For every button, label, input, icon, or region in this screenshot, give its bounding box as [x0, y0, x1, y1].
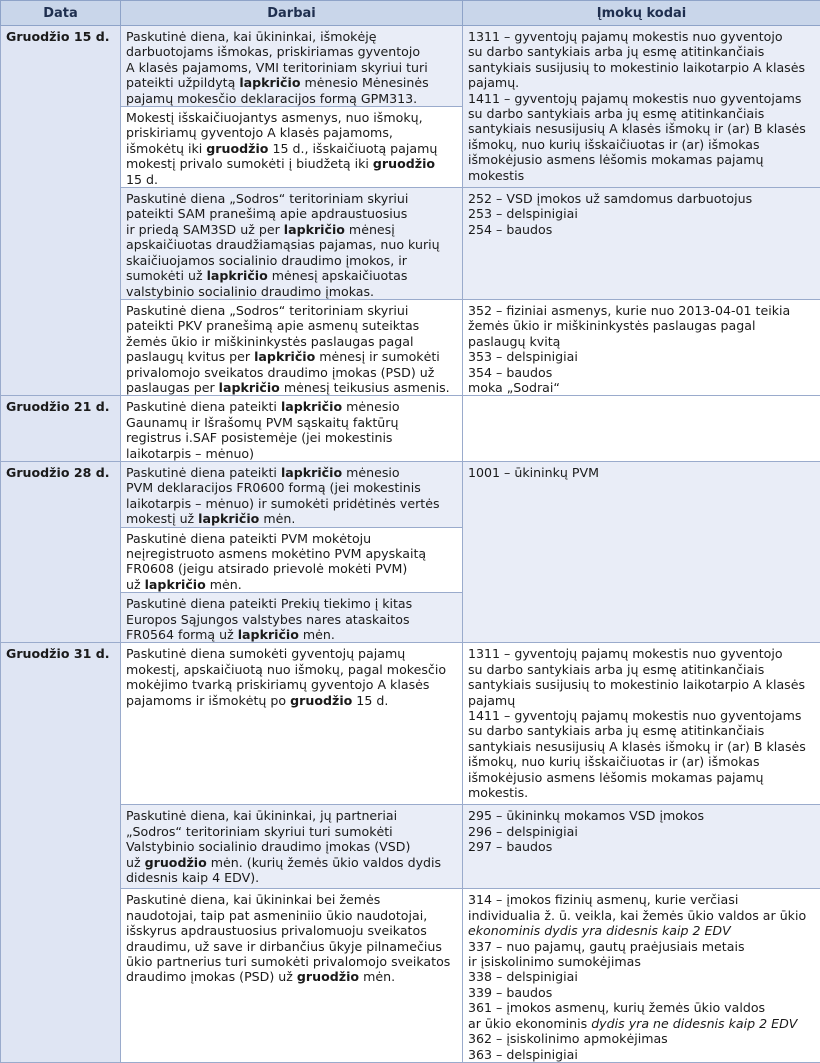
task-cell: [121, 593, 463, 643]
table-row: [1, 188, 820, 300]
code-line: 337 – nuo pajamų, gautų praėjusiais metais: [468, 939, 815, 954]
code-line: 352 – fiziniai asmenys, kurie nuo 2013-04-01 teikia: [468, 303, 815, 318]
task-line: Paskutinė diena „Sodros“ teritoriniam skyriui: [126, 191, 457, 206]
codes-cell: [463, 643, 820, 805]
task-line: A klasės pajamoms, VMI teritoriniam skyriui turi: [126, 60, 457, 75]
code-line: paslaugų kvitą: [468, 334, 815, 349]
code-line: išmokų, nuo kurių išskaičiuotas ir (ar) išmokas: [468, 754, 815, 769]
task-line: už gruodžio mėn. (kurių žemės ūkio valdos dydis: [126, 855, 457, 870]
codes-cell: [463, 188, 820, 300]
code-line: 252 – VSD įmokos už samdomus darbuotojus: [468, 191, 815, 206]
header-row: [1, 1, 820, 26]
task-line: išskyrus apdraustuosius privalomuoju sveikatos: [126, 923, 457, 938]
date-cell: Gruodžio 28 d.: [1, 461, 121, 642]
code-line: 253 – delspinigiai: [468, 206, 815, 221]
task-cell: [121, 889, 463, 1062]
code-line: 363 – delspinigiai: [468, 1047, 815, 1062]
task-line: registrus i.SAF posistemėje (jei mokestinis: [126, 430, 457, 445]
code-line: 1411 – gyventojų pajamų mokestis nuo gyventojams: [468, 708, 815, 723]
task-line: Valstybinio socialinio draudimo įmokas (VSD): [126, 839, 457, 854]
code-line: 1001 – ūkininkų PVM: [468, 465, 815, 480]
code-line: 314 – įmokos fizinių asmenų, kurie verčiasi: [468, 892, 815, 907]
code-line: santykiais nesusijusių A klasės išmokų ir (ar) B klasės: [468, 121, 815, 136]
code-line: 339 – baudos: [468, 985, 815, 1000]
header-codes: Įmokų kodai: [463, 1, 820, 26]
code-line: moka „Sodrai“: [468, 380, 815, 395]
task-cell: [121, 107, 463, 188]
task-line: Paskutinė diena „Sodros“ teritoriniam skyriui: [126, 303, 457, 318]
task-line: „Sodros“ teritoriniam skyriui turi sumokėti: [126, 824, 457, 839]
code-line: išmokėjusio asmens lėšomis mokamas pajamų: [468, 770, 815, 785]
table-row: [1, 26, 820, 107]
table-row: [1, 805, 820, 889]
task-cell: [121, 527, 463, 593]
task-cell: [121, 396, 463, 462]
task-line: didesnis kaip 4 EDV).: [126, 870, 457, 885]
task-line: ir priedą SAM3SD už per lapkričio mėnesį: [126, 222, 457, 237]
task-line: sumokėti už lapkričio mėnesį apskaičiuotas: [126, 268, 457, 283]
code-line: santykiais nesusijusių A klasės išmokų ir (ar) B klasės: [468, 739, 815, 754]
table-row: [1, 396, 820, 462]
task-line: paslaugas per lapkričio mėnesį teikusius asmenis.: [126, 380, 457, 395]
task-line: valstybinio socialinio draudimo įmokas.: [126, 284, 457, 299]
code-line: 1411 – gyventojų pajamų mokestis nuo gyventojams: [468, 91, 815, 106]
codes-cell: [463, 805, 820, 889]
code-line: pajamų.: [468, 75, 815, 90]
code-line: mokestis: [468, 168, 815, 183]
task-line: skaičiuojamos socialinio draudimo įmokos, ir: [126, 253, 457, 268]
code-line: 1311 – gyventojų pajamų mokestis nuo gyventojo: [468, 646, 815, 661]
task-line: pajamoms ir išmokėtų po gruodžio 15 d.: [126, 693, 457, 708]
task-line: išmokėtų iki gruodžio 15 d., išskaičiuotą pajamų: [126, 141, 457, 156]
code-line: 353 – delspinigiai: [468, 349, 815, 364]
task-line: apskaičiuotas draudžiamąsias pajamas, nuo kurių: [126, 237, 457, 252]
code-line: 296 – delspinigiai: [468, 824, 815, 839]
code-line: su darbo santykiais arba jų esmę atitinkančiais: [468, 662, 815, 677]
task-cell: [121, 299, 463, 395]
table-row: [1, 889, 820, 1062]
task-line: pateikti PKV pranešimą apie asmenų suteiktas: [126, 318, 457, 333]
code-line: ekonominis dydis yra didesnis kaip 2 EDV: [468, 923, 815, 938]
task-line: už lapkričio mėn.: [126, 577, 457, 592]
table-row: [1, 461, 820, 527]
task-line: Gaunamų ir Išrašomų PVM sąskaitų faktūrų: [126, 415, 457, 430]
task-line: darbuotojams išmokas, priskiriamas gyventojo: [126, 44, 457, 59]
code-line: individualia ž. ū. veikla, kai žemės ūkio valdos ar ūkio: [468, 908, 815, 923]
code-line: pajamų: [468, 693, 815, 708]
code-line: santykiais susijusių to mokestinio laikotarpio A klasės: [468, 677, 815, 692]
task-line: draudimu, už save ir dirbančius ūkyje pilnamečius: [126, 939, 457, 954]
task-line: mokėjimo tvarką priskiriamų gyventojo A klasės: [126, 677, 457, 692]
task-line: pateikti SAM pranešimą apie apdraustuosius: [126, 206, 457, 221]
header-date: Data: [1, 1, 121, 26]
code-line: mokestis.: [468, 785, 815, 800]
task-cell: [121, 805, 463, 889]
task-line: žemės ūkio ir miškininkystės paslaugas pagal: [126, 334, 457, 349]
header-tasks: Darbai: [121, 1, 463, 26]
task-line: Paskutinė diena, kai ūkininkai, išmokėję: [126, 29, 457, 44]
task-cell: [121, 643, 463, 805]
code-line: 254 – baudos: [468, 222, 815, 237]
task-line: neįregistruoto asmens mokėtino PVM apyskaitą: [126, 546, 457, 561]
task-cell: [121, 26, 463, 107]
code-line: 1311 – gyventojų pajamų mokestis nuo gyventojo: [468, 29, 815, 44]
task-line: mokestį už lapkričio mėn.: [126, 511, 457, 526]
task-line: mokestį, apskaičiuotą nuo išmokų, pagal mokesčio: [126, 662, 457, 677]
task-line: mokestį privalo sumokėti į biudžetą iki gruodžio: [126, 156, 457, 171]
codes-cell: [463, 299, 820, 395]
task-line: priskiriamų gyventojo A klasės pajamoms,: [126, 125, 457, 140]
task-line: Paskutinė diena, kai ūkininkai bei žemės: [126, 892, 457, 907]
code-line: išmokų, nuo kurių išskaičiuotas ir (ar) išmokas: [468, 137, 815, 152]
codes-cell: [463, 26, 820, 188]
code-line: su darbo santykiais arba jų esmę atitinkančiais: [468, 44, 815, 59]
code-line: 362 – įsiskolinimo apmokėjimas: [468, 1031, 815, 1046]
task-line: naudotojai, taip pat asmeniniio ūkio naudotojai,: [126, 908, 457, 923]
task-line: paslaugų kvitus per lapkričio mėnesį ir sumokėti: [126, 349, 457, 364]
table-body: [1, 26, 820, 1063]
task-line: Paskutinė diena pateikti Prekių tiekimo į kitas: [126, 596, 457, 611]
task-line: Paskutinė diena, kai ūkininkai, jų partneriai: [126, 808, 457, 823]
task-line: draudimo įmokas (PSD) už gruodžio mėn.: [126, 969, 457, 984]
task-cell: [121, 188, 463, 300]
date-cell: Gruodžio 31 d.: [1, 643, 121, 1062]
task-line: pateikti užpildytą lapkričio mėnesio Mėnesinės: [126, 75, 457, 90]
code-line: 361 – įmokos asmenų, kurių žemės ūkio valdos: [468, 1000, 815, 1015]
task-cell: [121, 461, 463, 527]
codes-cell: [463, 396, 820, 462]
code-line: 354 – baudos: [468, 365, 815, 380]
code-line: žemės ūkio ir miškininkystės paslaugas pagal: [468, 318, 815, 333]
task-line: Mokestį išskaičiuojantys asmenys, nuo išmokų,: [126, 110, 457, 125]
code-line: 338 – delspinigiai: [468, 969, 815, 984]
table-row: [1, 643, 820, 805]
task-line: ūkio partnerius turi sumokėti privalomojo sveikatos: [126, 954, 457, 969]
task-line: laikotarpis – mėnuo) ir sumokėti pridėtinės vertės: [126, 496, 457, 511]
code-line: išmokėjusio asmens lėšomis mokamas pajamų: [468, 152, 815, 167]
task-line: Paskutinė diena pateikti lapkričio mėnesio: [126, 465, 457, 480]
task-line: Paskutinė diena pateikti lapkričio mėnesio: [126, 399, 457, 414]
task-line: privalomojo sveikatos draudimo įmokas (PSD) už: [126, 365, 457, 380]
code-line: ir įsiskolinimo sumokėjimas: [468, 954, 815, 969]
task-line: Europos Sąjungos valstybes nares ataskaitos: [126, 612, 457, 627]
date-cell: Gruodžio 21 d.: [1, 396, 121, 462]
codes-cell: [463, 889, 820, 1062]
task-line: laikotarpis – mėnuo): [126, 446, 457, 461]
code-line: su darbo santykiais arba jų esmę atitinkančiais: [468, 106, 815, 121]
table-row: [1, 299, 820, 395]
task-line: Paskutinė diena pateikti PVM mokėtoju: [126, 531, 457, 546]
task-line: FR0608 (jeigu atsirado prievolė mokėti PVM): [126, 561, 457, 576]
task-line: Paskutinė diena sumokėti gyventojų pajamų: [126, 646, 457, 661]
task-line: PVM deklaracijos FR0600 formą (jei mokestinis: [126, 480, 457, 495]
code-line: santykiais susijusių to mokestinio laikotarpio A klasės: [468, 60, 815, 75]
code-line: 295 – ūkininkų mokamos VSD įmokos: [468, 808, 815, 823]
code-line: ar ūkio ekonominis dydis yra ne didesnis kaip 2 EDV: [468, 1016, 815, 1031]
code-line: 297 – baudos: [468, 839, 815, 854]
task-line: pajamų mokesčio deklaracijos formą GPM313.: [126, 91, 457, 106]
task-line: FR0564 formą už lapkričio mėn.: [126, 627, 457, 642]
task-line: 15 d.: [126, 172, 457, 187]
date-cell: Gruodžio 15 d.: [1, 26, 121, 396]
codes-cell: [463, 461, 820, 642]
code-line: su darbo santykiais arba jų esmę atitinkančiais: [468, 723, 815, 738]
